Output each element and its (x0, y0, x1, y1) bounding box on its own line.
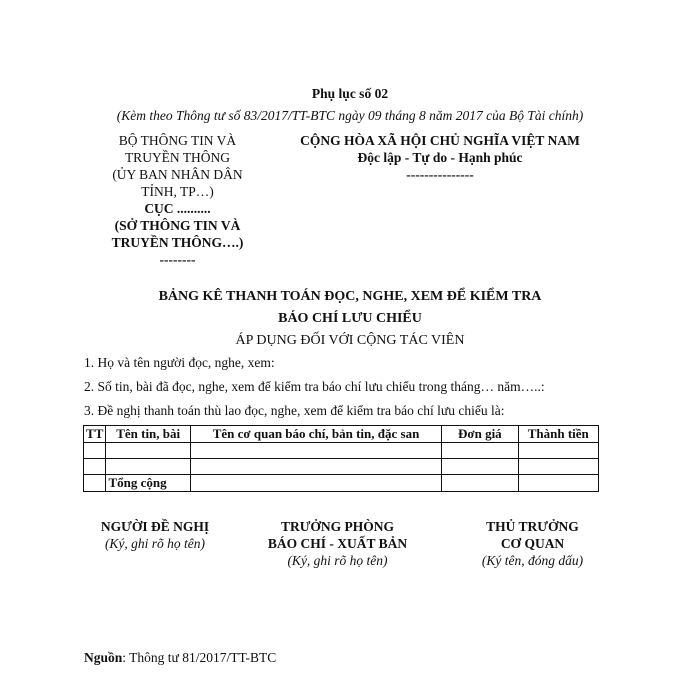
table-row (84, 459, 599, 475)
source-label: Nguồn (84, 650, 123, 665)
source-line (84, 650, 276, 666)
table-total-row (84, 475, 599, 492)
table-cell[interactable] (84, 475, 106, 492)
signature-note: (Ký, ghi rõ họ tên) (104, 536, 206, 551)
table-cell[interactable] (442, 459, 518, 475)
signature-department-head (250, 518, 425, 569)
country-name: CỘNG HÒA XÃ HỘI CHỦ NGHĨA VIỆT NAM (300, 133, 580, 148)
agency-line: TRUYỀN THÔNG….) (111, 235, 244, 250)
payment-table (83, 425, 599, 492)
total-label: Tổng cộng (106, 475, 190, 492)
document-title (0, 286, 700, 352)
table-cell[interactable] (518, 443, 598, 459)
table-cell[interactable] (442, 475, 518, 492)
agency-line: CỤC .......... (144, 201, 211, 216)
motto-divider: --------------- (406, 167, 474, 182)
agency-line: (SỞ THÔNG TIN VÀ (114, 218, 241, 233)
form-item-payment: 3. Đề nghị thanh toán thù lao đọc, nghe, xem để kiểm tra báo chí lưu chiểu là: (84, 403, 505, 418)
agency-line: BỘ THÔNG TIN VÀ (118, 133, 237, 148)
table-cell[interactable] (442, 443, 518, 459)
title-line: BÁO CHÍ LƯU CHIỂU (278, 311, 422, 326)
table-cell[interactable] (190, 459, 441, 475)
issuing-agency-block (95, 132, 260, 268)
header-cell: Tên tin, bài (106, 426, 190, 443)
signature-title: THỦ TRƯỞNG (486, 519, 579, 534)
signature-title: NGƯỜI ĐỀ NGHỊ (100, 519, 210, 534)
signature-agency-head (460, 518, 605, 569)
table-cell[interactable] (84, 459, 106, 475)
table-cell[interactable] (84, 443, 106, 459)
signature-note: (Ký tên, đóng dấu) (481, 553, 584, 568)
table-row (84, 443, 599, 459)
agency-line: (ỦY BAN NHÂN DÂN (112, 167, 243, 182)
agency-line: TỈNH, TP…) (141, 184, 214, 199)
national-motto-block (270, 132, 610, 183)
signature-title: BÁO CHÍ - XUẤT BẢN (267, 536, 408, 551)
table-cell[interactable] (518, 459, 598, 475)
table-cell[interactable] (190, 443, 441, 459)
signature-note: (Ký, ghi rõ họ tên) (287, 553, 388, 568)
title-line: BẢNG KÊ THANH TOÁN ĐỌC, NGHE, XEM ĐỂ KIỂM TRA (158, 289, 542, 304)
appendix-title: Phụ lục số 02 (311, 86, 389, 101)
agency-line: TRUYỀN THÔNG (124, 150, 231, 165)
header-cell: Đơn giá (442, 426, 518, 443)
signature-title: CƠ QUAN (500, 536, 565, 551)
agency-divider: -------- (159, 252, 196, 267)
header-cell: Tên cơ quan báo chí, bản tin, đặc san (190, 426, 441, 443)
table-cell[interactable] (190, 475, 441, 492)
form-item-name: 1. Họ và tên người đọc, nghe, xem: (84, 355, 275, 370)
motto: Độc lập - Tự do - Hạnh phúc (357, 150, 523, 165)
header-cell: TT (84, 426, 106, 443)
signature-title: TRƯỞNG PHÒNG (280, 519, 395, 534)
table-cell[interactable] (106, 443, 190, 459)
signature-requester (80, 518, 230, 552)
form-item-count: 2. Số tin, bài đã đọc, nghe, xem để kiểm tra báo chí lưu chiểu trong tháng… năm…..: (84, 379, 545, 394)
title-subline: ÁP DỤNG ĐỐI VỚI CỘNG TÁC VIÊN (235, 333, 465, 348)
table-cell[interactable] (106, 459, 190, 475)
header-cell: Thành tiền (518, 426, 598, 443)
table-header-row (84, 426, 599, 443)
table-cell[interactable] (518, 475, 598, 492)
appendix-note: (Kèm theo Thông tư số 83/2017/TT-BTC ngày 09 tháng 8 năm 2017 của Bộ Tài chính) (116, 108, 584, 123)
source-text: : Thông tư 81/2017/TT-BTC (122, 650, 277, 665)
